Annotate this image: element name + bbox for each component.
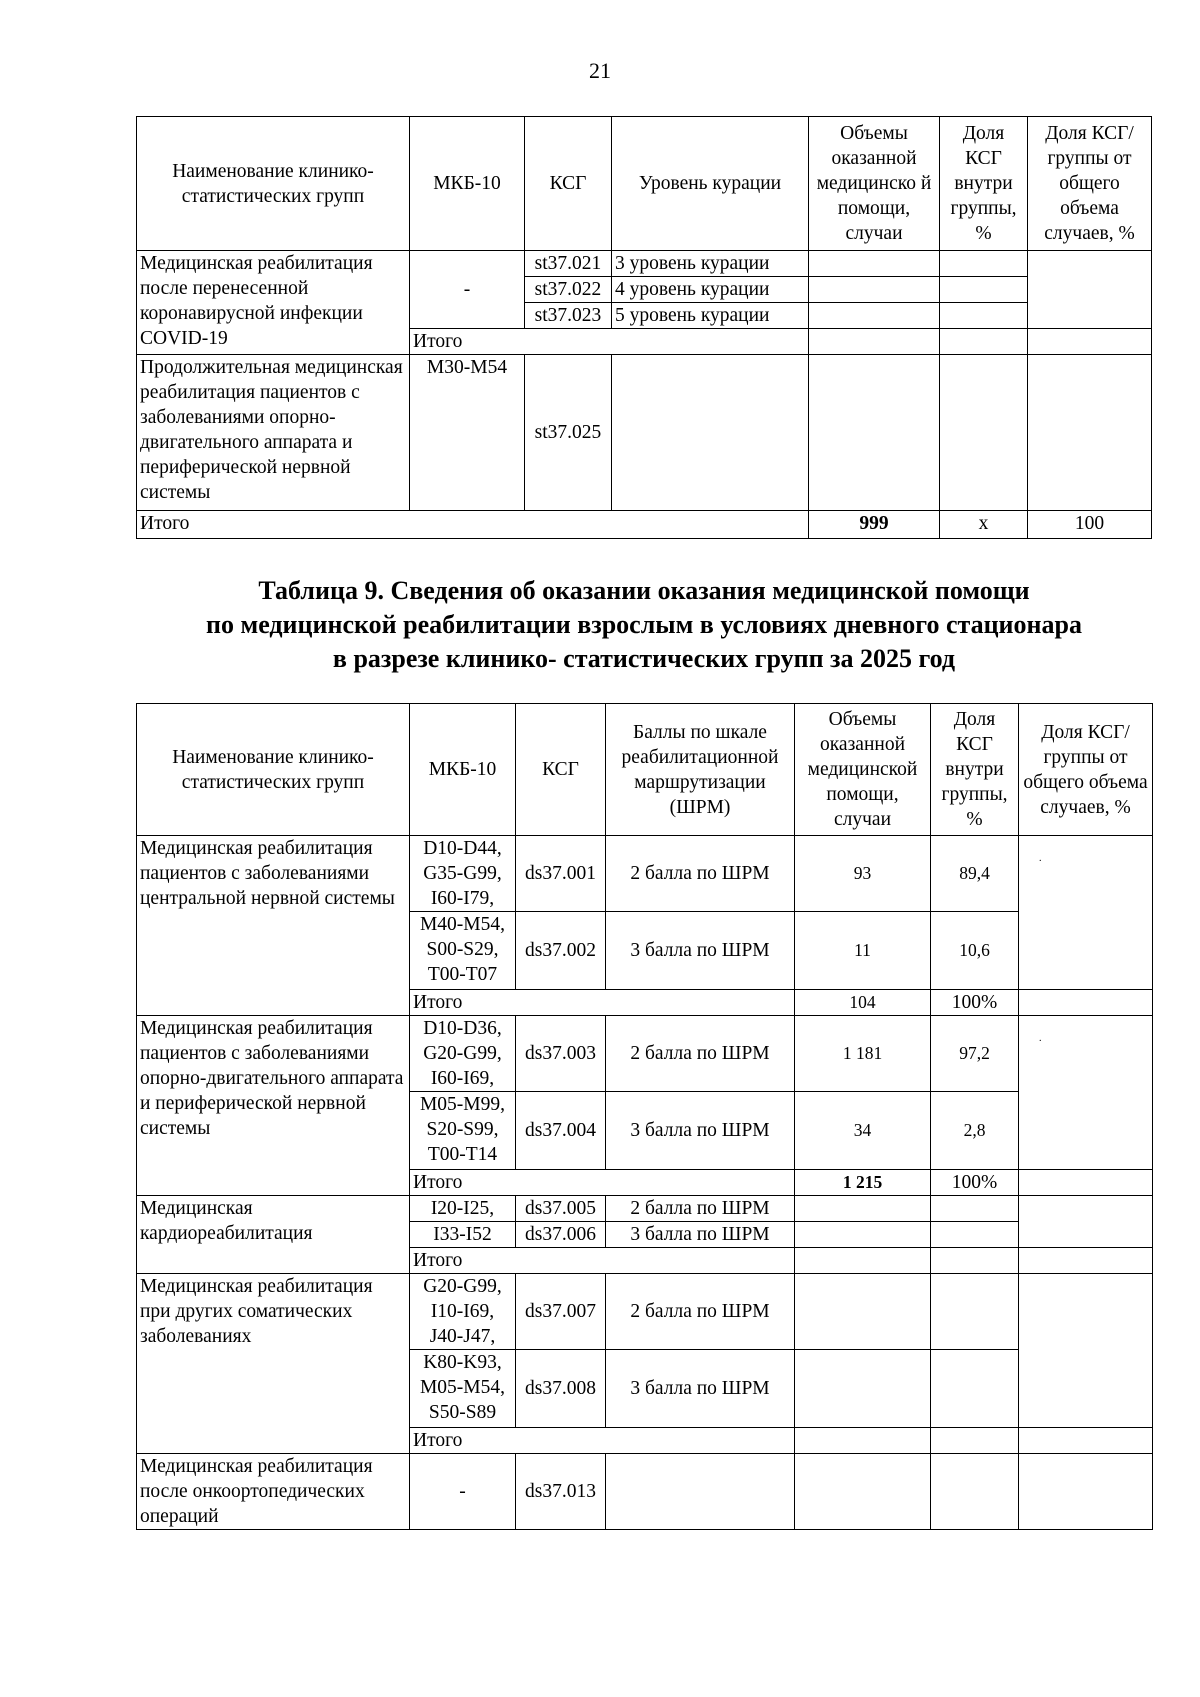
share-cell [940,251,1028,277]
volume-cell: 1 181 [795,1016,931,1092]
volume-cell [809,329,940,355]
group-mkb: - [410,1454,516,1530]
group-name: Медицинская реабилитация после онкоортопедических операций [137,1454,410,1530]
shrm-score: 2 балла по ШРМ [606,1274,795,1350]
header-level: Уровень курации [612,117,809,251]
table-9-day-hospital [136,703,1153,1530]
share-total-cell [1028,251,1152,329]
volume-cell: 93 [795,836,931,912]
ksg-level [612,355,809,511]
share-cell [931,1248,1019,1274]
group-mkb: M30-M54 [410,355,525,511]
table-row [137,1274,1153,1350]
shrm-score: 2 балла по ШРМ [606,1196,795,1222]
total-volume: 999 [809,511,940,539]
share-total-cell [1028,329,1152,355]
ksg-code: ds37.001 [516,836,606,912]
header-mkb: МКБ-10 [410,117,525,251]
volume-cell [795,1248,931,1274]
table9-title [136,574,1152,676]
shrm-score: 3 балла по ШРМ [606,1222,795,1248]
share-total-cell [1019,1454,1153,1530]
shrm-score: 3 балла по ШРМ [606,912,795,990]
header-share-in-group: Доля КСГ внутри группы, % [931,704,1019,836]
ksg-code: ds37.002 [516,912,606,990]
itogo-label: Итого [410,1248,795,1274]
ksg-code: st37.022 [525,277,612,303]
total-label: Итого [137,511,809,539]
share-cell [931,1350,1019,1428]
header-share-in-group: Доля КСГ внутри группы, % [940,117,1028,251]
share-total-cell [1019,1248,1153,1274]
total-share-total: 100 [1028,511,1152,539]
share-cell [940,277,1028,303]
ksg-code: st37.025 [525,355,612,511]
table-row [137,355,1152,511]
share-total-cell [1019,1428,1153,1454]
shrm-score: 2 балла по ШРМ [606,1016,795,1092]
volume-cell [795,1350,931,1428]
volume-cell: 11 [795,912,931,990]
itogo-label: Итого [410,1428,795,1454]
share-cell: 2,8 [931,1092,1019,1170]
share-cell [940,355,1028,511]
ksg-code: ds37.006 [516,1222,606,1248]
header-ksg: КСГ [525,117,612,251]
ksg-code: ds37.003 [516,1016,606,1092]
ksg-code: st37.023 [525,303,612,329]
group-mkb: G20-G99, I10-I69, J40-J47, [410,1274,516,1350]
title-line: по медицинской реабилитации взрослым в условиях дневного стационара [206,610,1082,639]
ksg-code: ds37.007 [516,1274,606,1350]
share-cell [931,1454,1019,1530]
title-line: в разрезе клинико- статистических групп за 2025 год [332,644,956,673]
group-mkb: K80-K93, M05-M54, S50-S89 [410,1350,516,1428]
ksg-level: 4 уровень курации [612,277,809,303]
header-ksg: КСГ [516,704,606,836]
table2-header-row [137,704,1153,836]
share-cell: 100% [931,990,1019,1016]
share-cell [940,329,1028,355]
group-name: Медицинская реабилитация при других соматических заболеваниях [137,1274,410,1454]
volume-cell [795,1196,931,1222]
header-mkb: МКБ-10 [410,704,516,836]
group-name: Продолжительная медицинская реабилитация пациентов с заболеваниями опорно-двигательного аппарата и периферической нервной системы [137,355,410,511]
share-cell [931,1196,1019,1222]
table1-header-row [137,117,1152,251]
itogo-label: Итого [410,329,809,355]
share-cell [931,1222,1019,1248]
ksg-level: 5 уровень курации [612,303,809,329]
itogo-label: Итого [410,990,795,1016]
share-cell: 100% [931,1170,1019,1196]
shrm-score: 2 балла по ШРМ [606,836,795,912]
header-share-total: Доля КСГ/ группы от общего объема случаев, % [1019,704,1153,836]
group-mkb: I20-I25, [410,1196,516,1222]
group-name: Медицинская реабилитация пациентов с заболеваниями центральной нервной системы [137,836,410,1016]
share-total-cell [1019,990,1153,1016]
group-mkb: M05-M99, S20-S99, T00-T14 [410,1092,516,1170]
volume-cell [809,277,940,303]
share-total-cell [1028,355,1152,511]
group-name: Медицинская кардиореабилитация [137,1196,410,1274]
header-name: Наименование клинико-статистических групп [137,117,410,251]
volume-cell [795,1428,931,1454]
share-cell: 89,4 [931,836,1019,912]
ksg-code: ds37.013 [516,1454,606,1530]
table-ksg-levels [136,116,1152,539]
share-total-cell [1019,1274,1153,1428]
share-cell [940,303,1028,329]
table-row [137,251,1152,277]
header-volume: Объемы оказанной медицинской помощи, случаи [795,704,931,836]
table-row [137,1196,1153,1222]
share-cell [931,1274,1019,1350]
group-mkb: I33-I52 [410,1222,516,1248]
ksg-code: ds37.004 [516,1092,606,1170]
volume-cell: 1 215 [795,1170,931,1196]
table-row-total [137,511,1152,539]
share-total-cell: . [1019,836,1153,990]
group-name: Медицинская реабилитация пациентов с заболеваниями опорно-двигательного аппарата и периферической нервной системы [137,1016,410,1196]
table-row [137,836,1153,912]
volume-cell [809,251,940,277]
header-share-total: Доля КСГ/ группы от общего объема случаев, % [1028,117,1152,251]
ksg-code: ds37.005 [516,1196,606,1222]
volume-cell [809,355,940,511]
title-line: Таблица 9. Сведения об оказании оказания медицинской помощи [258,576,1030,605]
header-shrm: Баллы по шкале реабилитационной маршрутизации (ШРМ) [606,704,795,836]
shrm-score: 3 балла по ШРМ [606,1092,795,1170]
share-total-cell [1019,1196,1153,1248]
shrm-score: 3 балла по ШРМ [606,1350,795,1428]
group-name: Медицинская реабилитация после перенесенной коронавирусной инфекции COVID-19 [137,251,410,355]
ksg-code: st37.021 [525,251,612,277]
volume-cell [809,303,940,329]
shrm-score [606,1454,795,1530]
volume-cell: 34 [795,1092,931,1170]
page-number: 21 [589,58,611,83]
share-cell: 97,2 [931,1016,1019,1092]
volume-cell: 104 [795,990,931,1016]
itogo-label: Итого [410,1170,795,1196]
header-volume: Объемы оказанной медицинско й помощи, случаи [809,117,940,251]
group-mkb: M40-M54, S00-S29, T00-T07 [410,912,516,990]
group-mkb: D10-D44, G35-G99, I60-I79, [410,836,516,912]
ksg-code: ds37.008 [516,1350,606,1428]
volume-cell [795,1454,931,1530]
share-cell: 10,6 [931,912,1019,990]
table-row [137,1454,1153,1530]
volume-cell [795,1222,931,1248]
share-total-cell: . [1019,1016,1153,1170]
share-total-cell [1019,1170,1153,1196]
group-mkb: - [410,251,525,329]
total-share-in-group: х [940,511,1028,539]
table-row [137,1016,1153,1092]
ksg-level: 3 уровень курации [612,251,809,277]
group-mkb: D10-D36, G20-G99, I60-I69, [410,1016,516,1092]
header-name: Наименование клинико-статистических групп [137,704,410,836]
volume-cell [795,1274,931,1350]
share-cell [931,1428,1019,1454]
